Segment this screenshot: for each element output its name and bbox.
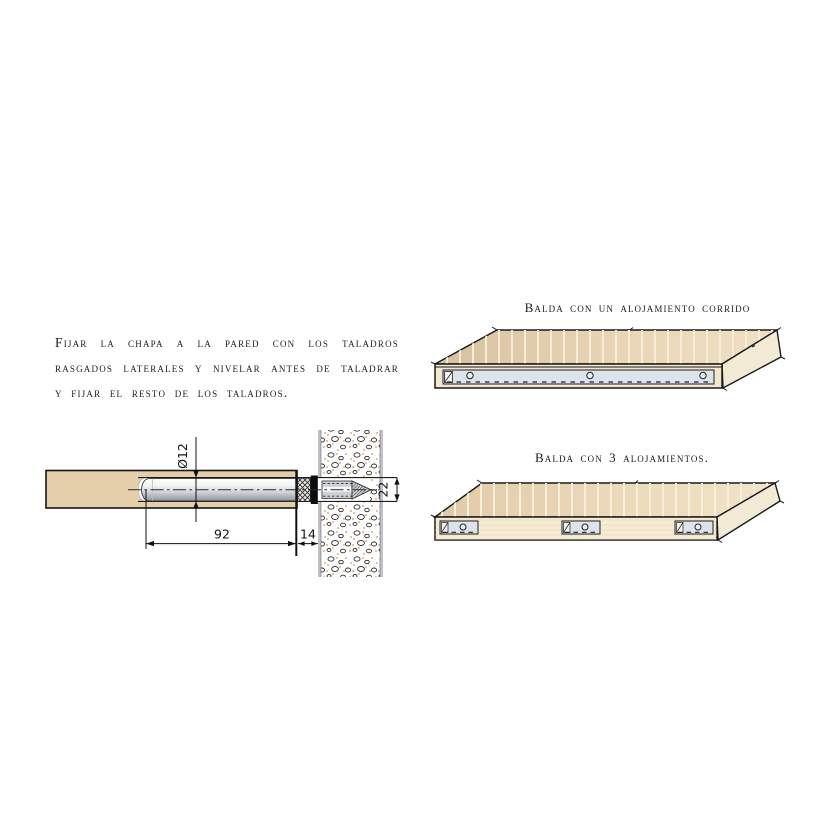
dim-anchor-height-label: 22: [375, 481, 391, 498]
shelf-top-grain: [435, 483, 775, 517]
balda-tres-drawing: [425, 468, 805, 553]
dim-anchor-height: [394, 478, 399, 502]
wall-edge-left: [318, 430, 321, 577]
balda-tres-title: Balda con 3 alojamientos.: [534, 450, 709, 465]
housing-hole: [460, 524, 466, 530]
wall-edge-right: [380, 430, 383, 577]
slot-housing: [562, 521, 600, 534]
housing-hole: [695, 524, 701, 530]
wall-section: [318, 430, 383, 577]
shelf-three: [431, 480, 784, 543]
balda-corrida-drawing: [430, 322, 805, 417]
housing-strip: [443, 370, 714, 384]
strip-end-detail: [445, 372, 453, 383]
housing-hole: [467, 372, 473, 378]
housing-hole: [582, 524, 588, 530]
shelf-continuous: [431, 327, 785, 391]
slot-housing: [440, 521, 478, 534]
balda-corrida-title: Balda con un alojamiento corrido: [524, 300, 751, 315]
slot-housing: [675, 521, 713, 534]
dim-plate-offset: [298, 541, 318, 546]
instructions-text: Fijar la chapa a la pared con los taladros rasgados laterales y nivelar antes de taladrar y fijar el resto de los taladros.: [55, 335, 399, 400]
dim-diameter-label: Ø12: [175, 443, 190, 469]
dim-plate-offset-label: 14: [300, 526, 316, 542]
housing-hole: [700, 372, 706, 378]
cross-section-drawing: [40, 425, 410, 580]
housing-hole: [587, 372, 593, 378]
dim-rod-length-label: 92: [214, 526, 230, 542]
